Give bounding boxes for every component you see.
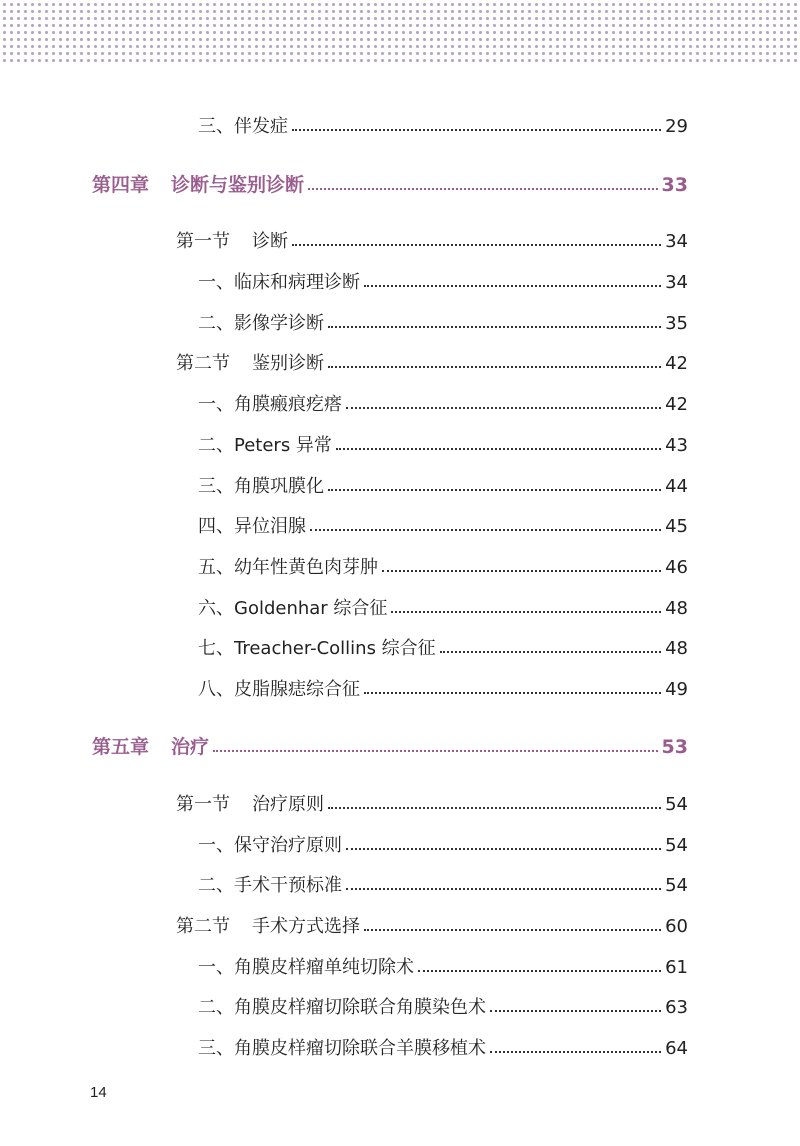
- toc-section-label: 第二节: [176, 916, 230, 937]
- dot-leader: [308, 187, 658, 190]
- toc-item-page: 43: [665, 435, 688, 456]
- toc-item[interactable]: [198, 594, 688, 624]
- toc-chapter-title: 诊断与鉴别诊断: [171, 174, 305, 196]
- toc-chapter[interactable]: [92, 170, 688, 200]
- toc-item-page: 42: [665, 394, 688, 415]
- toc-section-title: 诊断: [252, 231, 288, 252]
- toc-item[interactable]: [198, 309, 688, 339]
- dot-leader: [364, 928, 661, 931]
- dot-leader: [364, 284, 661, 287]
- toc-section-title: 治疗原则: [252, 794, 324, 815]
- toc-item[interactable]: [198, 993, 688, 1023]
- toc-item-page: 34: [665, 272, 688, 293]
- toc-section-label: 第二节: [176, 353, 230, 374]
- toc-item[interactable]: [198, 390, 688, 420]
- toc-item-title: 二、角膜皮样瘤切除联合角膜染色术: [198, 997, 486, 1018]
- toc-section-page: 34: [665, 231, 688, 252]
- page-number: 14: [90, 1084, 107, 1101]
- toc-section[interactable]: [176, 912, 688, 942]
- dot-leader: [490, 1009, 661, 1012]
- toc-item[interactable]: [198, 512, 688, 542]
- toc-item-title: 五、幼年性黄色肉芽肿: [198, 557, 378, 578]
- dot-leader: [490, 1050, 661, 1053]
- toc-item-title: 四、异位泪腺: [198, 516, 306, 537]
- toc-item-page: 49: [665, 679, 688, 700]
- toc-section[interactable]: [176, 790, 688, 820]
- toc-section[interactable]: [176, 349, 688, 379]
- toc-section[interactable]: [176, 227, 688, 257]
- toc-item-title: 八、皮脂腺痣综合征: [198, 679, 360, 700]
- toc-section-title: 手术方式选择: [252, 916, 360, 937]
- toc-chapter-label: 第四章: [92, 174, 150, 196]
- toc-chapter-page: 33: [661, 174, 688, 196]
- toc-section-page: 54: [665, 794, 688, 815]
- toc-item[interactable]: [198, 634, 688, 664]
- toc-item[interactable]: [198, 553, 688, 583]
- toc-chapter-label: 第五章: [92, 736, 150, 758]
- dot-leader: [418, 969, 661, 972]
- dot-leader: [213, 749, 658, 752]
- toc-item-title: 一、临床和病理诊断: [198, 272, 360, 293]
- dot-leader: [346, 847, 661, 850]
- dot-leader: [292, 243, 661, 246]
- toc-chapter-title: 治疗: [171, 736, 210, 758]
- toc-item-title: 一、角膜瘢痕疙瘩: [198, 394, 342, 415]
- toc-item-title: 二、影像学诊断: [198, 313, 324, 334]
- toc-item-title: 三、角膜巩膜化: [198, 476, 324, 497]
- toc-item-title: 三、伴发症: [198, 116, 288, 137]
- toc-item-page: 63: [665, 997, 688, 1018]
- dot-leader: [346, 887, 661, 890]
- dot-leader: [346, 406, 661, 409]
- dot-leader: [310, 528, 661, 531]
- toc-section-page: 42: [665, 353, 688, 374]
- toc-item-title: 三、角膜皮样瘤切除联合羊膜移植术: [198, 1038, 486, 1059]
- dot-leader: [328, 365, 661, 368]
- dot-leader: [382, 569, 661, 572]
- toc-item[interactable]: [198, 675, 688, 705]
- toc-chapter-page: 53: [661, 736, 688, 758]
- dot-leader: [336, 447, 661, 450]
- toc-item-page: 46: [665, 557, 688, 578]
- toc-item-title: 七、Treacher-Collins 综合征: [198, 638, 436, 659]
- toc-item[interactable]: [198, 831, 688, 861]
- toc-chapter[interactable]: [92, 732, 688, 762]
- toc-item[interactable]: [198, 112, 688, 142]
- dot-leader: [364, 691, 661, 694]
- toc-item[interactable]: [198, 431, 688, 461]
- toc-item-page: 61: [665, 957, 688, 978]
- toc-item-title: 六、Goldenhar 综合征: [198, 598, 388, 619]
- toc-item-page: 45: [665, 516, 688, 537]
- toc-section-label: 第一节: [176, 794, 230, 815]
- dot-leader: [328, 488, 661, 491]
- toc-item-title: 一、保守治疗原则: [198, 835, 342, 856]
- toc-item-page: 35: [665, 313, 688, 334]
- toc-item-page: 54: [665, 875, 688, 896]
- dot-leader: [391, 610, 661, 613]
- toc-item[interactable]: [198, 472, 688, 502]
- toc-item-page: 64: [665, 1038, 688, 1059]
- toc-item[interactable]: [198, 871, 688, 901]
- toc-item[interactable]: [198, 1034, 688, 1064]
- toc-item-title: 二、Peters 异常: [198, 435, 332, 456]
- toc-item-page: 48: [665, 638, 688, 659]
- toc-item-title: 一、角膜皮样瘤单纯切除术: [198, 957, 414, 978]
- dot-leader: [328, 806, 661, 809]
- toc-item[interactable]: [198, 953, 688, 983]
- toc-item-page: 29: [665, 116, 688, 137]
- toc-item-title: 二、手术干预标准: [198, 875, 342, 896]
- toc-section-title: 鉴别诊断: [252, 353, 324, 374]
- toc-item[interactable]: [198, 268, 688, 298]
- toc-section-label: 第一节: [176, 231, 230, 252]
- toc-item-page: 44: [665, 476, 688, 497]
- dot-leader: [292, 128, 661, 131]
- toc-item-page: 54: [665, 835, 688, 856]
- dot-leader: [440, 650, 661, 653]
- toc-item-page: 48: [665, 598, 688, 619]
- dot-leader: [328, 325, 661, 328]
- toc-section-page: 60: [665, 916, 688, 937]
